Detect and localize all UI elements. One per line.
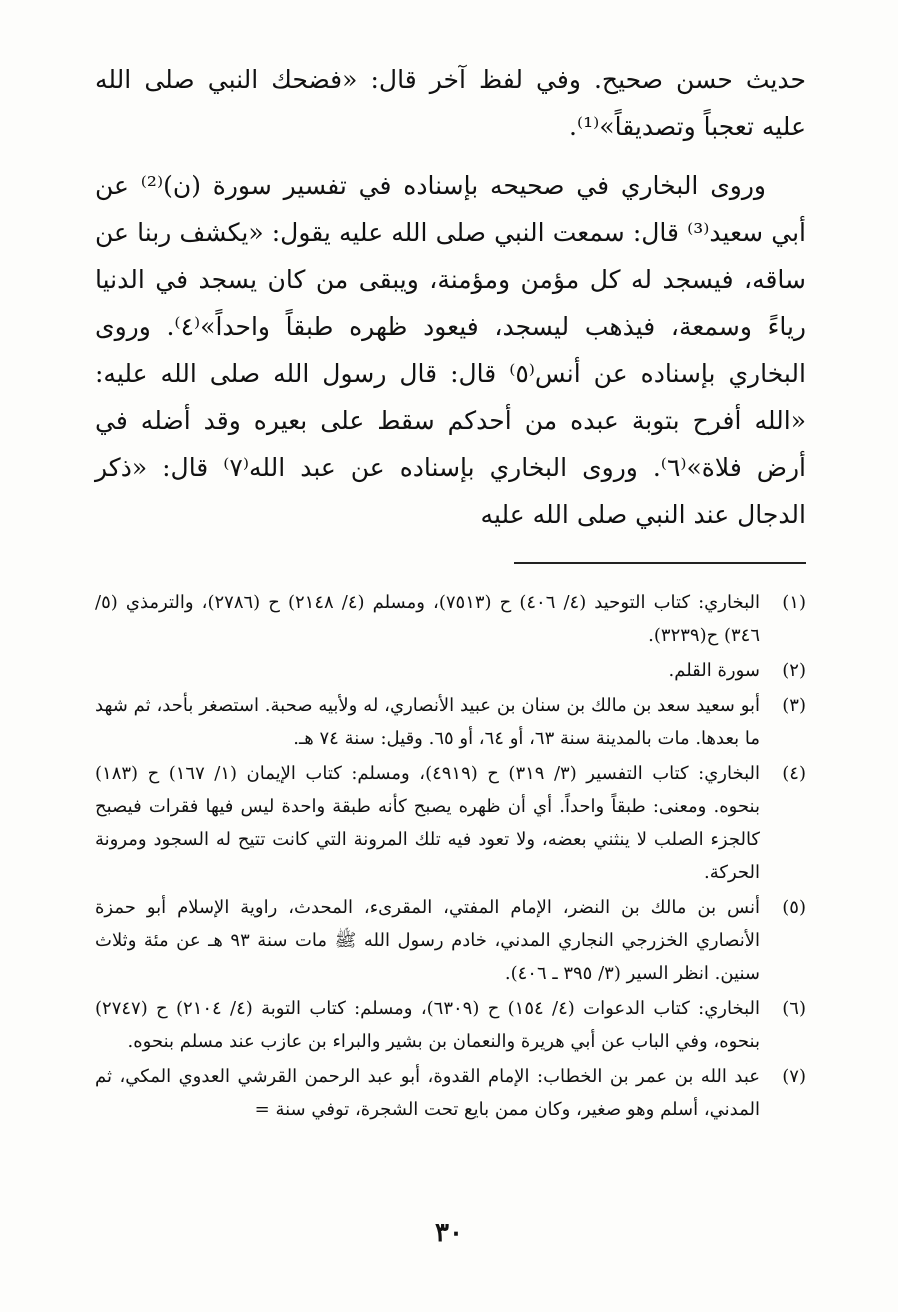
- footnote-number: (٦): [782, 998, 806, 1019]
- footnote-text: البخاري: كتاب التوحيد (٤/ ٤٠٦) ح (٧٥١٣)، ومسلم (٤/ ٢١٤٨) ح (٢٧٨٦)، والترمذي (٥/ ٣٤٦) ح(٣٢٣٩).: [95, 592, 760, 646]
- footnote-number: (١): [782, 592, 806, 613]
- footnote-separator: [514, 562, 806, 564]
- footnote-4: [95, 757, 806, 889]
- footnote-6: [95, 992, 806, 1058]
- footnote-5: [95, 891, 806, 990]
- book-page: [95, 56, 806, 1128]
- footnote-3: [95, 689, 806, 755]
- footnote-number: (٧): [782, 1066, 806, 1087]
- footnotes: [95, 586, 806, 1126]
- footnote-number: (٣): [782, 695, 806, 716]
- footnote-7: [95, 1060, 806, 1126]
- page-number: ٣٠: [435, 1218, 463, 1248]
- footnote-number: (٥): [782, 897, 806, 918]
- footnote-text: البخاري: كتاب الدعوات (٤/ ١٥٤) ح (٦٣٠٩)، ومسلم: كتاب التوبة (٤/ ٢١٠٤) ح (٢٧٤٧) بنحوه، وفي الباب عن أبي هريرة والنعمان بن بشير والبراء بن عازب عند مسلم بنحوه.: [95, 998, 760, 1052]
- footnote-text: أنس بن مالك بن النضر، الإمام المفتي، المقرىء، المحدث، راوية الإسلام أبو حمزة الأنصاري الخزرجي النجاري المدني، خادم رسول الله ﷺ مات سنة ٩٣ هـ عن مئة وثلاث سنين. انظر السير (٣/ ٣٩٥ ـ ٤٠٦).: [95, 897, 760, 984]
- paragraph-2: وروى البخاري في صحيحه بإسناده في تفسير سورة (ن)⁽²⁾ عن أبي سعيد⁽³⁾ قال: سمعت النبي صلى الله عليه يقول: «يكشف ربنا عن ساقه، فيسجد له كل مؤمن ومؤمنة، ويبقى من كان يسجد في الدنيا رياءً وسمعة، فيذهب ليسجد، فيعود ظهره طبقاً واحداً»⁽٤⁾. وروى البخاري بإسناده عن أنس⁽٥⁾ قال: قال رسول الله صلى الله عليه: «الله أفرح بتوبة عبده من أحدكم سقط على بعيره وقد أضله في أرض فلاة»⁽٦⁾. وروى البخاري بإسناده عن عبد الله⁽٧⁾ قال: «ذكر الدجال عند النبي صلى الله عليه: [95, 171, 807, 529]
- footnote-text: أبو سعيد سعد بن مالك بن سنان بن عبيد الأنصاري، له ولأبيه صحبة. استصغر بأحد، ثم شهد ما بعدها. مات بالمدينة سنة ٦٣، أو ٦٤، أو ٦٥. وقيل: سنة ٧٤ هـ.: [95, 695, 760, 749]
- footnote-text: عبد الله بن عمر بن الخطاب: الإمام القدوة، أبو عبد الرحمن القرشي العدوي المكي، ثم المدني، أسلم وهو صغير، وكان ممن بايع تحت الشجرة، توفي سنة =: [95, 1066, 760, 1120]
- footnote-1: [95, 586, 806, 652]
- footnote-number: (٢): [782, 660, 806, 681]
- footnote-text: البخاري: كتاب التفسير (٣/ ٣١٩) ح (٤٩١٩)، ومسلم: كتاب الإيمان (١/ ١٦٧) ح (١٨٣) بنحوه. ومعنى: طبقاً واحداً. أي أن ظهره يصبح كأنه طبقة واحدة ليس فيها فقرات فيصبح كالجزء الصلب لا ينثني بعضه، ولا تعود فيه تلك المرونة التي كانت تتيح له السجود ومرونة الحركة.: [95, 763, 761, 883]
- paragraph-1: حديث حسن صحيح. وفي لفظ آخر قال: «فضحك النبي صلى الله عليه تعجباً وتصديقاً»⁽¹⁾.: [95, 65, 806, 141]
- footnote-number: (٤): [782, 763, 806, 784]
- footnote-2: [95, 654, 806, 687]
- footnote-text: سورة القلم.: [668, 660, 760, 681]
- main-text: [95, 56, 806, 538]
